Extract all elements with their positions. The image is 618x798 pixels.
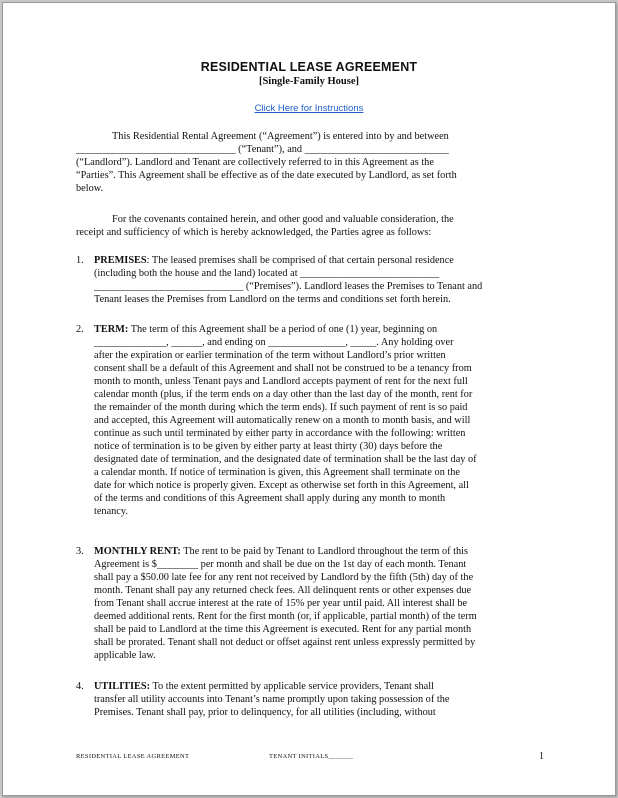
document-title: RESIDENTIAL LEASE AGREEMENT xyxy=(200,60,418,74)
section-heading: TERM: xyxy=(94,324,129,335)
section-line: shall pay a $50.00 late fee for any rent not received by Landlord by the fifth (5th) day of the xyxy=(94,572,474,583)
section-line: Tenant leases the Premises from Landlord on the terms and conditions set forth herein. xyxy=(94,294,451,305)
section-line: MONTHLY RENT: The rent to be paid by Tenant to Landlord throughout the term of this xyxy=(94,546,469,557)
section-number: 3. xyxy=(76,546,84,557)
section-heading: MONTHLY RENT: xyxy=(94,546,181,557)
section-line: calendar month (plus, if the term ends on a day other than the last day of the month, rent for xyxy=(94,389,473,400)
section-line: notice of termination is to be given by either party at least thirty (30) days before the xyxy=(94,441,443,452)
instructions-link[interactable]: Click Here for Instructions xyxy=(254,103,364,114)
section-line: of the terms and conditions of this Agreement shall apply during any month to month xyxy=(94,493,446,504)
section-line: continue as such until terminated by either party in accordance with the following: written xyxy=(94,428,466,439)
section-line: deemed additional rents. Rent for the first month (or, if applicable, partial month) of the term xyxy=(94,611,477,622)
intro-line: (“Landlord”). Landlord and Tenant are collectively referred to in this Agreement as the xyxy=(76,157,434,168)
section-line: _____________________________ (“Premises”). Landlord leases the Premises to Tenant and xyxy=(94,281,483,292)
section-line: and accepted, this Agreement will automatically renew on a month to month basis, and will xyxy=(94,415,471,426)
section-heading: PREMISES xyxy=(94,255,147,266)
section-line: (including both the house and the land) located at ___________________________ xyxy=(94,268,440,279)
section-line: TERM: The term of this Agreement shall be a period of one (1) year, beginning on xyxy=(94,324,438,335)
section-heading: UTILITIES: xyxy=(94,681,151,692)
section-number: 2. xyxy=(76,324,84,335)
section-line: date for which notice is properly given. Except as otherwise set forth in this Agreement, all xyxy=(94,480,469,491)
intro-line: below. xyxy=(76,183,104,194)
section-line: the remainder of the month during which the term ends). If such payment of rent is so paid xyxy=(94,402,468,413)
document-subtitle: [Single-Family House] xyxy=(258,76,360,87)
section-line: PREMISES: The leased premises shall be comprised of that certain personal residence xyxy=(94,255,454,266)
section-number: 4. xyxy=(76,681,84,692)
section-line: consent shall be a default of this Agreement and shall not be construed to be a tenancy from xyxy=(94,363,472,374)
section-number: 1. xyxy=(76,255,84,266)
section-line: UTILITIES: To the extent permitted by applicable service providers, Tenant shall xyxy=(94,681,434,692)
intro-line: This Residential Rental Agreement (“Agreement”) is entered into by and between xyxy=(112,131,449,142)
document-page xyxy=(2,2,616,796)
footer-tenant-initials: TENANT INITIALS_______ xyxy=(269,753,354,760)
section-line: ______________, ______, and ending on _______________, _____. Any holding over xyxy=(94,337,454,348)
section-line: tenancy. xyxy=(94,506,128,517)
section-line: Agreement is $________ per month and shall be due on the 1st day of each month. Tenant xyxy=(94,559,467,570)
section-line: after the expiration or earlier termination of the term without Landlord’s prior written xyxy=(94,350,446,361)
section-line: shall be paid to Landlord at the time this Agreement is executed. Rent for any partial month xyxy=(94,624,472,635)
section-line: from Tenant shall accrue interest at the rate of 15% per year until paid. All interest shall be xyxy=(94,598,468,609)
section-line: month to month, unless Tenant pays and Landlord accepts payment of rent for the next full xyxy=(94,376,468,387)
consideration-line: For the covenants contained herein, and other good and valuable consideration, the xyxy=(112,214,454,225)
section-line: transfer all utility accounts into Tenant’s name promptly upon taking possession of the xyxy=(94,694,450,705)
footer-document-name: RESIDENTIAL LEASE AGREEMENT xyxy=(76,753,190,760)
page-number: 1 xyxy=(539,751,544,762)
section-line: Premises. Tenant shall pay, prior to delinquency, for all utilities (including, without xyxy=(94,707,436,718)
section-line: a calendar month. If notice of termination is given, this Agreement shall terminate on the xyxy=(94,467,461,478)
section-line: designated date of termination, and the designated date of termination shall be the last day of xyxy=(94,454,477,465)
section-line: month. Tenant shall pay any returned check fees. All delinquent rents or other expenses due xyxy=(94,585,472,596)
section-line: shall be prorated. Tenant shall not deduct or offset against rent unless expressly permitted by xyxy=(94,637,476,648)
intro-line: _______________________________ (“Tenant”), and ____________________________ xyxy=(76,144,449,155)
section-line: applicable law. xyxy=(94,650,156,661)
consideration-line: receipt and sufficiency of which is hereby acknowledged, the Parties agree as follows: xyxy=(76,227,432,238)
intro-line: “Parties”. This Agreement shall be effective as of the date executed by Landlord, as set forth xyxy=(76,170,457,181)
